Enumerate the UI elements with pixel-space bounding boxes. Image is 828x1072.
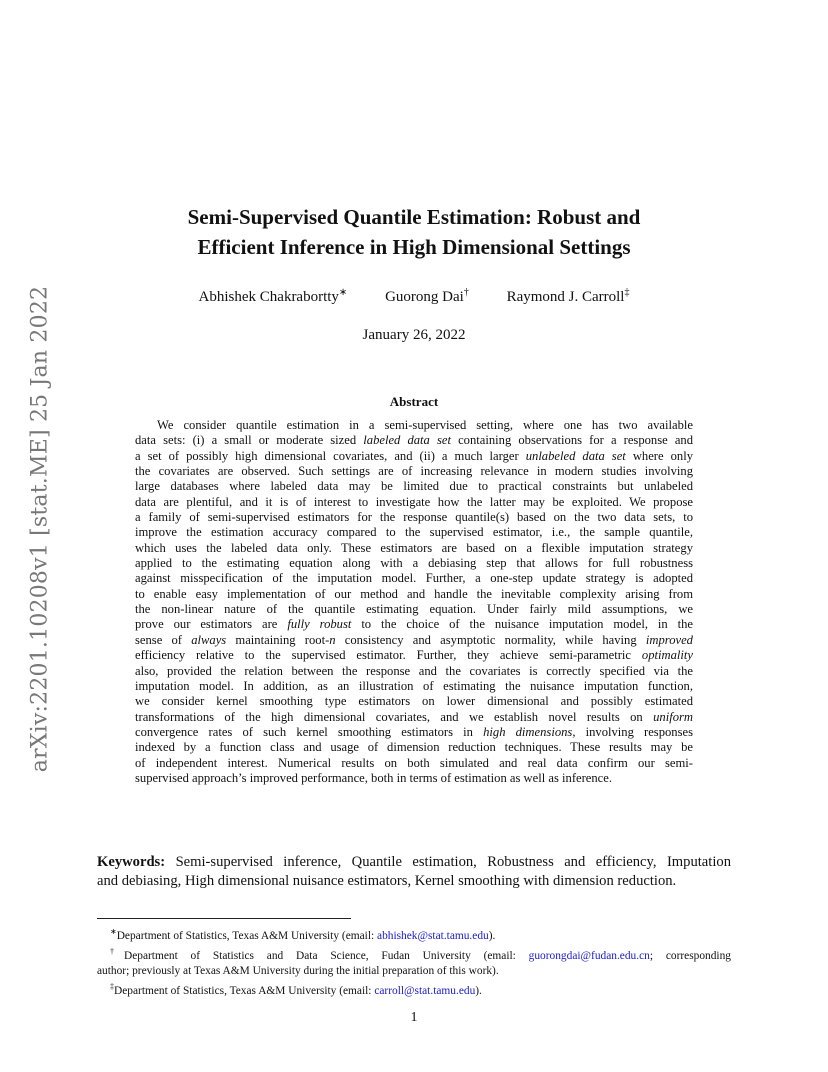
text-run: sense of [135, 632, 182, 647]
publication-date: January 26, 2022 [362, 327, 466, 343]
emphasis: uniform [653, 709, 693, 724]
abstract-line: a family of semi-supervised estimators for the response quantile(s) based on the two data sets, to [135, 510, 693, 525]
author-list [0, 287, 828, 306]
text-run: , involving responses [572, 724, 693, 739]
title-line-2: Efficient Inference in High Dimensional Settings [197, 235, 631, 259]
text-run: to the choice of the nuisance imputation model, in the [361, 617, 694, 632]
footnote-mark: ‡ [110, 981, 114, 991]
text-run [235, 633, 335, 647]
emphasis: improved [645, 632, 693, 647]
footnote-2-continued: author; previously at Texas A&M University during the initial preparation of this work). [97, 964, 499, 977]
abstract-line: improve the estimation accuracy compared to the supervised estimator, i.e., the sample quantile, [135, 525, 693, 540]
emphasis: labeled data set [363, 433, 451, 448]
footnote-mark: † [110, 946, 124, 956]
emphasis: unlabeled data set [525, 448, 626, 463]
author-1 [199, 287, 348, 306]
abstract-line: the non-linear nature of the quantile estimating equation. Under fairly mild assumptions, we [135, 602, 693, 617]
abstract-line: the covariates are observed. Such settings are of increasing relevance in modern studies involving [135, 464, 693, 479]
author-name: Raymond J. Carroll [506, 289, 625, 305]
text-run: a set of possibly high dimensional covariates, and (ii) a much larger [135, 448, 519, 463]
paper-title [80, 202, 748, 262]
abstract-line: which uses the labeled data only. These estimators are based on a flexible imputation strategy [135, 540, 693, 555]
abstract-line: to enable easy implementation of our method and handle the inevitable complexity arising from [135, 586, 693, 601]
text-run: where only [632, 448, 694, 463]
emphasis: fully robust [287, 617, 352, 632]
arxiv-identifier: arXiv:2201.10208v1 [stat.ME] 25 Jan 2022 [27, 285, 53, 773]
text-run: containing observations for a response and [458, 433, 694, 448]
abstract-line: supervised approach’s improved performance, both in terms of estimation as well as inference. [135, 770, 613, 785]
abstract-line [135, 449, 693, 464]
text-run: prove our estimators are [135, 617, 278, 632]
text-run: maintaining root- [235, 632, 330, 647]
emphasis: optimality [641, 648, 693, 663]
author-mark: ∗ [338, 287, 348, 298]
text-run: convergence rates of such kernel smoothing estimators in [135, 724, 473, 739]
abstract-line [135, 725, 693, 740]
footnote-mark: ∗ [110, 927, 117, 936]
abstract-body [135, 418, 693, 786]
footnote-2 [97, 944, 731, 964]
keywords-line: and debiasing, High dimensional nuisance estimators, Kernel smoothing with dimension reduction. [97, 873, 677, 889]
text-run: efficiency relative to the supervised estimator. Further, they achieve semi-parametric [135, 648, 632, 663]
text-run [483, 725, 693, 739]
text-run: data sets: (i) a small or moderate sized [135, 433, 357, 448]
keywords-line [97, 853, 731, 872]
abstract-line: applied to the estimating equation along with a debiasing step that allows for full robustness [135, 556, 693, 571]
abstract-line [135, 633, 693, 648]
abstract-line [135, 710, 693, 725]
footnote-3 [97, 979, 731, 999]
author-mark: † [463, 287, 469, 298]
footnote-text: ; corresponding [649, 949, 731, 962]
abstract-line: data are plentiful, and it is of interest to investigate how the latter may be exploited. We propose [135, 494, 693, 509]
keywords-text: Semi-supervised inference, Quantile estimation, Robustness and efficiency, Imputation [175, 854, 731, 870]
text-run [529, 950, 731, 962]
email-link[interactable]: guorongdai@fudan.edu.cn [528, 949, 650, 962]
footnote-text: Department of Statistics, Texas A&M University (email: [116, 929, 375, 942]
math-symbol: n [329, 632, 336, 647]
keywords-section [97, 853, 731, 891]
footnote-text: ). [475, 984, 482, 997]
keywords-label: Keywords: [97, 854, 166, 870]
author-name: Abhishek Chakrabortty [198, 289, 339, 305]
title-line-1: Semi-Supervised Quantile Estimation: Robust and [187, 205, 641, 229]
abstract-line [135, 433, 693, 448]
footnote-text: Department of Statistics, Texas A&M University (email: [114, 984, 372, 997]
abstract-heading: Abstract [389, 394, 439, 409]
footnote-text: Department of Statistics and Data Science, Fudan University (email: [123, 949, 516, 962]
author-2 [385, 287, 469, 306]
abstract-line: we consider kernel smoothing type estimators on lower dimensional and possibly estimated [135, 694, 693, 709]
arxiv-sidebar-stamp [22, 283, 58, 775]
email-link[interactable]: abhishek@stat.tamu.edu [377, 929, 489, 942]
abstract-line: against misspecification of the imputation model. Further, a one-step update strategy is adopted [135, 571, 693, 586]
footnote-text: ). [488, 929, 496, 942]
emphasis: always [191, 632, 227, 647]
abstract-line: also, provided the relation between the response and the covariates is correctly specified via the [135, 663, 693, 678]
author-name: Guorong Dai [385, 289, 464, 305]
page-number: 1 [410, 1010, 418, 1025]
author-mark: ‡ [624, 287, 630, 298]
abstract-line [135, 617, 693, 632]
abstract-line: We consider quantile estimation in a semi-supervised setting, where one has two available [157, 418, 693, 432]
author-3 [507, 287, 630, 306]
abstract-line [135, 648, 693, 663]
text-run: transformations of the high dimensional covariates, and we establish novel results on [135, 709, 643, 724]
email-link[interactable]: carroll@stat.tamu.edu [374, 984, 476, 997]
emphasis: high dimensions [483, 724, 573, 739]
abstract-line: indexed by a function class and usage of dimension reduction techniques. These results may be [135, 740, 693, 755]
footnotes [97, 924, 731, 998]
abstract-line: of independent interest. Numerical results on both simulated and real data confirm our semi- [135, 755, 693, 770]
abstract-line: large databases where labeled data may be limited due to practical constraints but unlabeled [135, 479, 693, 494]
text-run [110, 946, 516, 962]
abstract-line: imputation model. In addition, as an illustration of estimating the nuisance imputation function, [135, 678, 693, 693]
text-run: consistency and asymptotic normality, while having [344, 632, 637, 647]
footnote-rule [97, 918, 351, 919]
footnote-1 [97, 924, 731, 944]
